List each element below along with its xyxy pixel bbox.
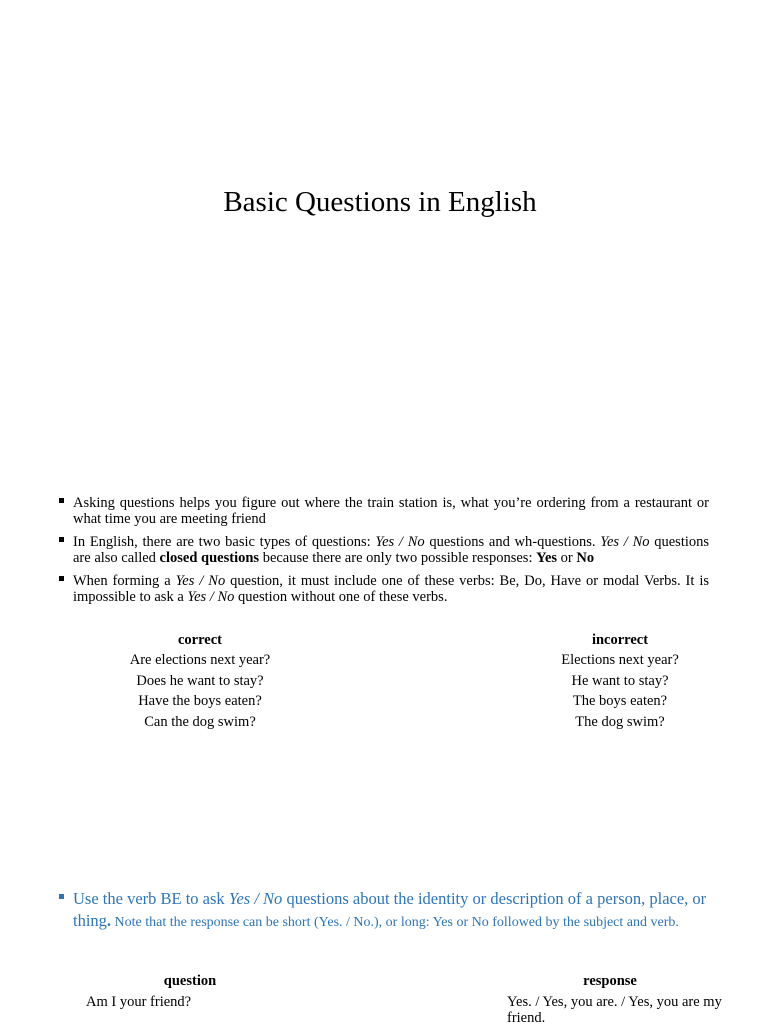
note-small-text: Note that the response can be short (Yes. / No.), or long: Yes or No followed by the subject and verb. [111, 915, 679, 930]
bullet-text: or [557, 550, 577, 566]
bullet-text: When forming a [73, 573, 176, 589]
square-bullet-icon [59, 576, 64, 581]
bullet-text: because there are only two possible responses: [259, 550, 537, 566]
correct-example: Are elections next year? [129, 652, 271, 668]
correct-example: Can the dog swim? [144, 713, 256, 730]
square-bullet-icon [59, 894, 64, 899]
yes-no-term: Yes / No [600, 534, 650, 550]
incorrect-example: The dog swim? [575, 713, 665, 730]
response-example: Yes. / Yes, you are. / Yes, you are my friend. [507, 994, 722, 1026]
bullet-item-3 [58, 573, 709, 605]
incorrect-heading: incorrect [591, 632, 649, 648]
intro-bullet-list [58, 495, 709, 612]
incorrect-examples-column [520, 630, 720, 732]
incorrect-example: The boys eaten? [572, 693, 668, 710]
question-example: Am I your friend? [86, 994, 192, 1010]
bullet-item-1 [58, 495, 709, 527]
incorrect-example: Elections next year? [561, 652, 679, 668]
yes-no-term: Yes / No [228, 889, 283, 908]
incorrect-example: He want to stay? [571, 672, 669, 689]
bullet-text: question without one of these verbs. [234, 589, 448, 605]
bullet-item-2 [58, 534, 709, 566]
be-verb-note [58, 888, 718, 934]
square-bullet-icon [59, 498, 64, 503]
correct-example: Have the boys eaten? [138, 693, 262, 710]
note-text: Use the verb BE to ask [73, 889, 229, 908]
bullet-text: question, it must include one of these verbs: Be, Do, Have or modal Verbs. It is impossible to ask a [73, 573, 709, 605]
yes-no-term: Yes / No [187, 589, 235, 605]
yes-term: Yes [536, 550, 558, 566]
no-term: No [576, 550, 595, 566]
page-title: Basic Questions in English [223, 186, 537, 218]
correct-examples-column [100, 630, 300, 732]
note-text: questions about the identity or description of a person, place, or thing [73, 889, 707, 930]
bullet-text: questions and wh-questions. [424, 534, 601, 550]
yes-no-term: Yes / No [375, 534, 425, 550]
yes-no-term: Yes / No [175, 573, 226, 589]
bullet-text: In English, there are two basic types of questions: [73, 534, 376, 550]
be-verb-note-text [58, 888, 718, 934]
closed-questions-term: closed questions [159, 550, 260, 566]
bullet-text: questions are also called [73, 534, 710, 566]
square-bullet-icon [59, 537, 64, 542]
response-heading: response [583, 973, 637, 989]
bullet-text-1: Asking questions helps you figure out where the train station is, what you’re ordering from a restaurant or what time you are meeting friend [73, 495, 709, 527]
correct-heading: correct [178, 632, 222, 648]
note-period: . [106, 911, 112, 930]
correct-example: Does he want to stay? [136, 672, 264, 689]
question-heading: question [163, 973, 217, 989]
